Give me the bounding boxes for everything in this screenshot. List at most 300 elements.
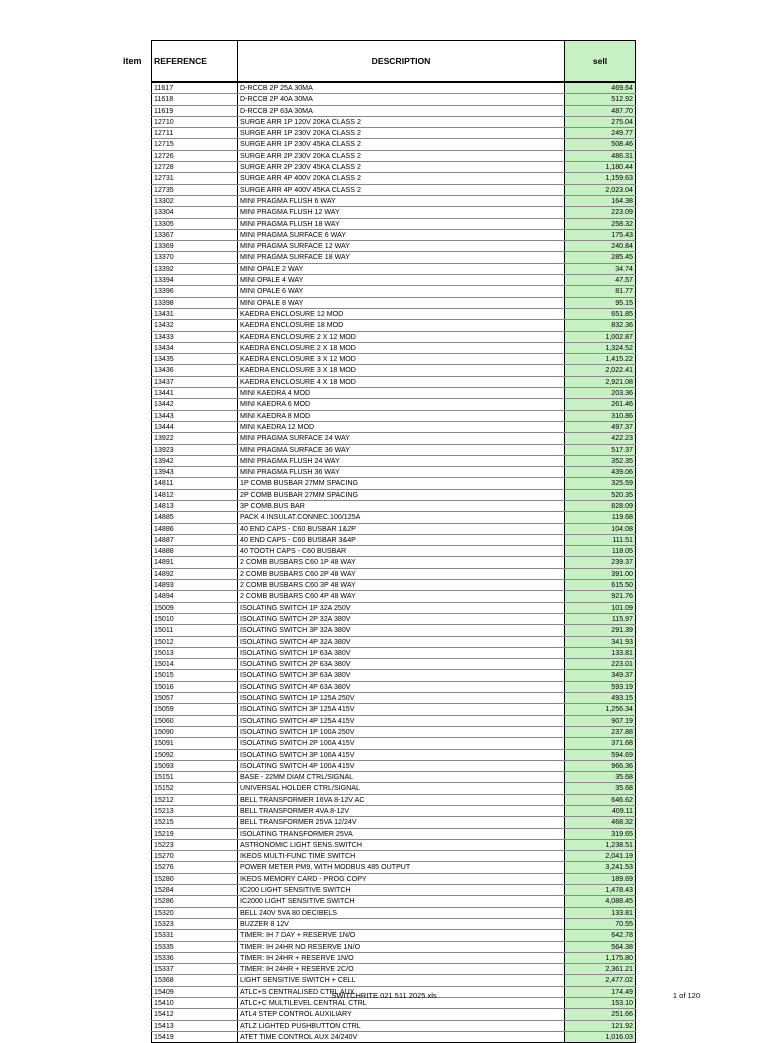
table-row — [152, 794, 636, 805]
table-row — [152, 94, 636, 105]
description-cell: MINI PRAGMA SURFACE 12 WAY — [238, 241, 565, 252]
description-cell: 1P COMB BUSBAR 27MM SPACING — [238, 478, 565, 489]
reference-cell: 13444 — [152, 421, 238, 432]
table-row — [152, 738, 636, 749]
table-row — [152, 772, 636, 783]
sell-cell: 486.31 — [565, 150, 636, 161]
reference-cell: 12728 — [152, 162, 238, 173]
description-cell: ISOLATING SWITCH 2P 63A 380V — [238, 659, 565, 670]
sell-cell: 261.46 — [565, 399, 636, 410]
sell-cell: 251.66 — [565, 1009, 636, 1020]
table-row — [152, 207, 636, 218]
table-row — [152, 783, 636, 794]
table-row — [152, 444, 636, 455]
reference-cell: 13436 — [152, 365, 238, 376]
reference-cell: 15276 — [152, 862, 238, 873]
reference-cell: 15286 — [152, 896, 238, 907]
reference-cell: 15212 — [152, 794, 238, 805]
sell-cell: 493.15 — [565, 693, 636, 704]
reference-cell: 15336 — [152, 952, 238, 963]
reference-cell: 15009 — [152, 602, 238, 613]
sell-cell: 508.46 — [565, 139, 636, 150]
reference-cell: 13942 — [152, 455, 238, 466]
sell-cell: 133.81 — [565, 647, 636, 658]
description-cell: TIMER: IH 24HR + RESERVE 1N/O — [238, 952, 565, 963]
description-cell: ATET TIME CONTROL AUX 24/240V — [238, 1031, 565, 1042]
table-row — [152, 467, 636, 478]
reference-cell: 14888 — [152, 546, 238, 557]
table-row — [152, 1009, 636, 1020]
reference-cell: 15412 — [152, 1009, 238, 1020]
table-row — [152, 512, 636, 523]
sell-cell: 35.68 — [565, 772, 636, 783]
reference-cell: 14887 — [152, 534, 238, 545]
description-cell: KAEDRA ENCLOSURE 18 MOD — [238, 320, 565, 331]
description-cell: 3P COMB.BUS BAR — [238, 500, 565, 511]
reference-cell: 13437 — [152, 376, 238, 387]
table-row — [152, 930, 636, 941]
sell-cell: 1,238.51 — [565, 839, 636, 850]
sell-cell: 1,256.34 — [565, 704, 636, 715]
table-row — [152, 851, 636, 862]
sell-cell: 371.68 — [565, 738, 636, 749]
reference-cell: 15419 — [152, 1031, 238, 1042]
table-row — [152, 308, 636, 319]
reference-cell: 13433 — [152, 331, 238, 342]
reference-cell: 12710 — [152, 116, 238, 127]
sell-cell: 1,324.52 — [565, 342, 636, 353]
description-cell: ISOLATING SWITCH 3P 125A 415V — [238, 704, 565, 715]
reference-cell: 13370 — [152, 252, 238, 263]
sell-cell: 258.32 — [565, 218, 636, 229]
table-row — [152, 173, 636, 184]
reference-cell: 12726 — [152, 150, 238, 161]
table-row — [152, 613, 636, 624]
description-cell: BELL TRANSFORMER 4VA 8-12V — [238, 806, 565, 817]
reference-cell: 12735 — [152, 184, 238, 195]
sell-cell: 291.39 — [565, 625, 636, 636]
reference-cell: 14813 — [152, 500, 238, 511]
description-cell: SURGE ARR 2P 230V 20KA CLASS 2 — [238, 150, 565, 161]
reference-cell: 15060 — [152, 715, 238, 726]
table-row — [152, 184, 636, 195]
sell-cell: 133.81 — [565, 907, 636, 918]
description-cell: MINI PRAGMA SURFACE 36 WAY — [238, 444, 565, 455]
table-row — [152, 455, 636, 466]
table-row — [152, 128, 636, 139]
table-row — [152, 218, 636, 229]
sell-cell: 70.55 — [565, 918, 636, 929]
sell-cell: 642.78 — [565, 930, 636, 941]
table-row — [152, 806, 636, 817]
table-row — [152, 150, 636, 161]
table-row — [152, 82, 636, 94]
table-row — [152, 647, 636, 658]
description-cell: MINI PRAGMA FLUSH 24 WAY — [238, 455, 565, 466]
description-cell: 40 END CAPS - C60 BUSBAR 3&4P — [238, 534, 565, 545]
sell-cell: 651.85 — [565, 308, 636, 319]
table-row — [152, 749, 636, 760]
description-cell: ISOLATING SWITCH 3P 100A 415V — [238, 749, 565, 760]
table-row — [152, 376, 636, 387]
sell-cell: 520.35 — [565, 489, 636, 500]
sell-cell: 469.64 — [565, 82, 636, 94]
table-row — [152, 873, 636, 884]
table-row — [152, 941, 636, 952]
description-cell: MINI PRAGMA SURFACE 18 WAY — [238, 252, 565, 263]
description-cell: KAEDRA ENCLOSURE 3 X 18 MOD — [238, 365, 565, 376]
reference-cell: 13369 — [152, 241, 238, 252]
table-row — [152, 659, 636, 670]
description-cell: KAEDRA ENCLOSURE 4 X 18 MOD — [238, 376, 565, 387]
description-cell: TIMER: IH 7 DAY + RESERVE 1N/O — [238, 930, 565, 941]
sell-cell: 189.69 — [565, 873, 636, 884]
footer-filename: SWITCHRITE 021 511 2025.xls — [331, 991, 437, 1000]
reference-column-header: REFERENCE — [152, 41, 238, 83]
description-cell: POWER METER PM9, WITH MODBUS 485 OUTPUT — [238, 862, 565, 873]
table-row — [152, 681, 636, 692]
sell-cell: 487.70 — [565, 105, 636, 116]
table-row — [152, 139, 636, 150]
sell-cell: 1,175.80 — [565, 952, 636, 963]
reference-cell: 15013 — [152, 647, 238, 658]
description-cell: LIGHT SENSITIVE SWITCH + CELL — [238, 975, 565, 986]
table-row — [152, 523, 636, 534]
reference-cell: 15331 — [152, 930, 238, 941]
description-cell: ATL4 STEP CONTROL AUXILIARY — [238, 1009, 565, 1020]
reference-cell: 14891 — [152, 557, 238, 568]
sell-cell: 2,361.21 — [565, 964, 636, 975]
table-row — [152, 896, 636, 907]
sell-cell: 468.32 — [565, 817, 636, 828]
sell-cell: 285.45 — [565, 252, 636, 263]
description-cell: 2 COMB BUSBARS C60 3P 48 WAY — [238, 580, 565, 591]
sell-column-header: sell — [565, 41, 636, 83]
table-row — [152, 229, 636, 240]
table-row — [152, 885, 636, 896]
sell-cell: 594.69 — [565, 749, 636, 760]
reference-cell: 14885 — [152, 512, 238, 523]
reference-cell: 15093 — [152, 760, 238, 771]
reference-cell: 13305 — [152, 218, 238, 229]
description-cell: MINI PRAGMA SURFACE 6 WAY — [238, 229, 565, 240]
table-row — [152, 275, 636, 286]
table-row — [152, 715, 636, 726]
reference-cell: 15409 — [152, 986, 238, 997]
description-cell: KAEDRA ENCLOSURE 3 X 12 MOD — [238, 354, 565, 365]
item-column-label: item — [123, 56, 142, 66]
sell-cell: 3,241.53 — [565, 862, 636, 873]
table-row — [152, 568, 636, 579]
reference-cell: 15223 — [152, 839, 238, 850]
table-row — [152, 839, 636, 850]
description-cell: ISOLATING SWITCH 1P 63A 380V — [238, 647, 565, 658]
sell-cell: 118.05 — [565, 546, 636, 557]
table-row — [152, 342, 636, 353]
table-row — [152, 500, 636, 511]
table-row — [152, 1031, 636, 1042]
reference-cell: 14812 — [152, 489, 238, 500]
description-cell: 40 END CAPS - C60 BUSBAR 1&2P — [238, 523, 565, 534]
sell-cell: 240.84 — [565, 241, 636, 252]
description-cell: ISOLATING TRANSFORMER 25VA — [238, 828, 565, 839]
reference-cell: 13434 — [152, 342, 238, 353]
reference-cell: 14811 — [152, 478, 238, 489]
sell-cell: 1,415.22 — [565, 354, 636, 365]
reference-cell: 15215 — [152, 817, 238, 828]
price-list-table — [151, 40, 636, 1043]
reference-cell: 15011 — [152, 625, 238, 636]
description-cell: MINI OPALE 2 WAY — [238, 263, 565, 274]
table-row — [152, 918, 636, 929]
description-cell: ISOLATING SWITCH 1P 100A 250V — [238, 726, 565, 737]
reference-cell: 15014 — [152, 659, 238, 670]
table-row — [152, 580, 636, 591]
sell-cell: 95.15 — [565, 297, 636, 308]
reference-cell: 15015 — [152, 670, 238, 681]
reference-cell: 12715 — [152, 139, 238, 150]
description-cell: MINI PRAGMA FLUSH 36 WAY — [238, 467, 565, 478]
table-row — [152, 670, 636, 681]
sell-cell: 2,477.02 — [565, 975, 636, 986]
table-row — [152, 297, 636, 308]
description-cell: SURGE ARR 1P 120V 20KA CLASS 2 — [238, 116, 565, 127]
sell-cell: 319.65 — [565, 828, 636, 839]
sell-cell: 497.37 — [565, 421, 636, 432]
sell-cell: 615.50 — [565, 580, 636, 591]
reference-cell: 15368 — [152, 975, 238, 986]
reference-cell: 15337 — [152, 964, 238, 975]
table-row — [152, 546, 636, 557]
description-cell: 2 COMB BUSBARS C60 2P 48 WAY — [238, 568, 565, 579]
sell-cell: 1,016.03 — [565, 1031, 636, 1042]
sell-cell: 119.68 — [565, 512, 636, 523]
table-row — [152, 489, 636, 500]
description-cell: UNIVERSAL HOLDER CTRL/SIGNAL — [238, 783, 565, 794]
sell-cell: 239.37 — [565, 557, 636, 568]
description-cell: SURGE ARR 1P 230V 20KA CLASS 2 — [238, 128, 565, 139]
description-cell: ISOLATING SWITCH 2P 100A 415V — [238, 738, 565, 749]
description-cell: MINI PRAGMA SURFACE 24 WAY — [238, 433, 565, 444]
sell-cell: 2,921.08 — [565, 376, 636, 387]
sell-cell: 646.62 — [565, 794, 636, 805]
description-cell: ISOLATING SWITCH 4P 100A 415V — [238, 760, 565, 771]
description-cell: KAEDRA ENCLOSURE 12 MOD — [238, 308, 565, 319]
table-row — [152, 421, 636, 432]
table-row — [152, 105, 636, 116]
table-row — [152, 952, 636, 963]
table-row — [152, 252, 636, 263]
description-cell: ISOLATING SWITCH 1P 32A 250V — [238, 602, 565, 613]
reference-cell: 15280 — [152, 873, 238, 884]
table-row — [152, 693, 636, 704]
description-cell: SURGE ARR 1P 230V 45KA CLASS 2 — [238, 139, 565, 150]
description-cell: SURGE ARR 4P 400V 20KA CLASS 2 — [238, 173, 565, 184]
description-cell: MINI PRAGMA FLUSH 12 WAY — [238, 207, 565, 218]
description-cell: SURGE ARR 4P 400V 45KA CLASS 2 — [238, 184, 565, 195]
description-cell: ISOLATING SWITCH 4P 63A 380V — [238, 681, 565, 692]
description-cell: 40 TOOTH CAPS - C60 BUSBAR — [238, 546, 565, 557]
reference-cell: 15213 — [152, 806, 238, 817]
reference-cell: 14886 — [152, 523, 238, 534]
sell-cell: 2,023.04 — [565, 184, 636, 195]
sell-cell: 174.49 — [565, 986, 636, 997]
table-row — [152, 388, 636, 399]
table-row — [152, 975, 636, 986]
table-row — [152, 636, 636, 647]
description-cell: BELL 240V 5VA 80 DECIBELS — [238, 907, 565, 918]
reference-cell: 15057 — [152, 693, 238, 704]
reference-cell: 14892 — [152, 568, 238, 579]
description-cell: MINI PRAGMA FLUSH 18 WAY — [238, 218, 565, 229]
description-cell: 2 COMB BUSBARS C60 1P 48 WAY — [238, 557, 565, 568]
description-cell: ASTRONOMIC LIGHT SENS.SWITCH — [238, 839, 565, 850]
description-column-header: DESCRIPTION — [238, 41, 565, 83]
table-row — [152, 195, 636, 206]
description-cell: ISOLATING SWITCH 4P 125A 415V — [238, 715, 565, 726]
sell-cell: 828.09 — [565, 500, 636, 511]
reference-cell: 13431 — [152, 308, 238, 319]
table-row — [152, 704, 636, 715]
reference-cell: 15284 — [152, 885, 238, 896]
description-cell: ISOLATING SWITCH 4P 32A 380V — [238, 636, 565, 647]
sell-cell: 175.43 — [565, 229, 636, 240]
description-cell: IC200 LIGHT SENSITIVE SWITCH — [238, 885, 565, 896]
sell-cell: 111.51 — [565, 534, 636, 545]
reference-cell: 15413 — [152, 1020, 238, 1031]
table-row — [152, 534, 636, 545]
description-cell: 2P COMB BUSBAR 27MM SPACING — [238, 489, 565, 500]
description-cell: ISOLATING SWITCH 2P 32A 380V — [238, 613, 565, 624]
reference-cell: 15151 — [152, 772, 238, 783]
reference-cell: 13432 — [152, 320, 238, 331]
description-cell: MINI KAEDRA 4 MOD — [238, 388, 565, 399]
table-row — [152, 433, 636, 444]
table-row — [152, 410, 636, 421]
sell-cell: 81.77 — [565, 286, 636, 297]
sell-cell: 352.35 — [565, 455, 636, 466]
table-row — [152, 625, 636, 636]
description-cell: MINI OPALE 4 WAY — [238, 275, 565, 286]
reference-cell: 14893 — [152, 580, 238, 591]
table-row — [152, 263, 636, 274]
sell-cell: 101.09 — [565, 602, 636, 613]
reference-cell: 15152 — [152, 783, 238, 794]
reference-cell: 13943 — [152, 467, 238, 478]
sell-cell: 1,478.43 — [565, 885, 636, 896]
description-cell: MINI OPALE 6 WAY — [238, 286, 565, 297]
reference-cell: 15091 — [152, 738, 238, 749]
description-cell: MINI KAEDRA 8 MOD — [238, 410, 565, 421]
description-cell: ATLC+C MULTILEVEL CENTRAL CTRL — [238, 998, 565, 1009]
sell-cell: 249.77 — [565, 128, 636, 139]
table-header-row — [152, 41, 636, 83]
description-cell: IC2000 LIGHT SENSITIVE SWITCH — [238, 896, 565, 907]
table-row — [152, 116, 636, 127]
reference-cell: 15012 — [152, 636, 238, 647]
reference-cell: 11619 — [152, 105, 238, 116]
table-row — [152, 399, 636, 410]
sell-cell: 4,088.45 — [565, 896, 636, 907]
table-row — [152, 907, 636, 918]
table-row — [152, 557, 636, 568]
reference-cell: 15219 — [152, 828, 238, 839]
sell-cell: 310.86 — [565, 410, 636, 421]
description-cell: BASE - 22MM DIAM CTRL/SIGNAL — [238, 772, 565, 783]
table-row — [152, 726, 636, 737]
table-row — [152, 817, 636, 828]
table-row — [152, 365, 636, 376]
description-cell: BUZZER 8 12V — [238, 918, 565, 929]
sell-cell: 564.38 — [565, 941, 636, 952]
reference-cell: 12731 — [152, 173, 238, 184]
sell-cell: 2,041.19 — [565, 851, 636, 862]
sell-cell: 512.92 — [565, 94, 636, 105]
description-cell: 2 COMB BUSBARS C60 4P 48 WAY — [238, 591, 565, 602]
reference-cell: 13923 — [152, 444, 238, 455]
reference-cell: 13394 — [152, 275, 238, 286]
sell-cell: 409.11 — [565, 806, 636, 817]
table-row — [152, 320, 636, 331]
table-row — [152, 964, 636, 975]
sell-cell: 907.19 — [565, 715, 636, 726]
description-cell: IKEOS MEMORY CARD - PROG COPY — [238, 873, 565, 884]
table-body — [152, 82, 636, 1043]
reference-cell: 12711 — [152, 128, 238, 139]
table-row — [152, 602, 636, 613]
reference-cell: 13304 — [152, 207, 238, 218]
table-row — [152, 591, 636, 602]
sell-cell: 593.19 — [565, 681, 636, 692]
reference-cell: 15270 — [152, 851, 238, 862]
reference-cell: 13435 — [152, 354, 238, 365]
sell-cell: 275.04 — [565, 116, 636, 127]
sell-cell: 115.97 — [565, 613, 636, 624]
description-cell: SURGE ARR 2P 230V 45KA CLASS 2 — [238, 162, 565, 173]
description-cell: KAEDRA ENCLOSURE 2 X 12 MOD — [238, 331, 565, 342]
table-row — [152, 1020, 636, 1031]
table-row — [152, 828, 636, 839]
sell-cell: 153.10 — [565, 998, 636, 1009]
footer-page-number: 1 of 120 — [672, 991, 700, 1000]
sell-cell: 223.01 — [565, 659, 636, 670]
sell-cell: 203.36 — [565, 388, 636, 399]
description-cell: PACK 4 INSULAT.CONNEC.100/125A — [238, 512, 565, 523]
reference-cell: 13922 — [152, 433, 238, 444]
reference-cell: 13367 — [152, 229, 238, 240]
sell-cell: 47.57 — [565, 275, 636, 286]
sell-cell: 223.09 — [565, 207, 636, 218]
description-cell: ATLZ LIGHTED PUSHBUTTON CTRL — [238, 1020, 565, 1031]
table-row — [152, 331, 636, 342]
reference-cell: 13392 — [152, 263, 238, 274]
table-row — [152, 354, 636, 365]
sell-cell: 1,159.63 — [565, 173, 636, 184]
table-row — [152, 286, 636, 297]
description-cell: KAEDRA ENCLOSURE 2 X 18 MOD — [238, 342, 565, 353]
reference-cell: 13396 — [152, 286, 238, 297]
reference-cell: 13441 — [152, 388, 238, 399]
sell-cell: 966.36 — [565, 760, 636, 771]
description-cell: TIMER: IH 24HR + RESERVE 2C/O — [238, 964, 565, 975]
description-cell: D-RCCB 2P 63A 30MA — [238, 105, 565, 116]
sell-cell: 237.88 — [565, 726, 636, 737]
reference-cell: 15092 — [152, 749, 238, 760]
reference-cell: 15016 — [152, 681, 238, 692]
sell-cell: 517.37 — [565, 444, 636, 455]
sell-cell: 422.23 — [565, 433, 636, 444]
description-cell: BELL TRANSFORMER 25VA 12/24V — [238, 817, 565, 828]
